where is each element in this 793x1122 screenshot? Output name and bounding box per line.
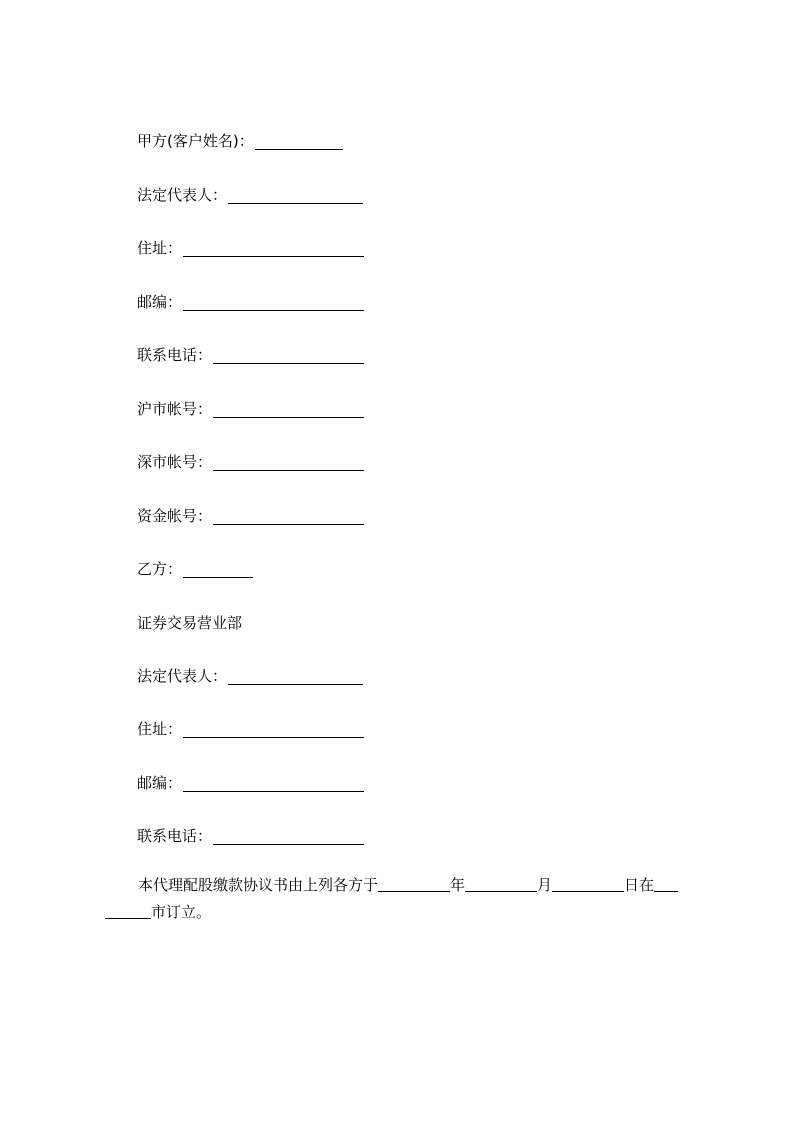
party-a-sh-account-row xyxy=(137,396,364,418)
party-a-legal-rep-label: 法定代表人： xyxy=(137,186,228,204)
party-a-name-row xyxy=(137,128,343,150)
party-a-address-blank[interactable] xyxy=(183,242,364,257)
party-b-address-blank[interactable] xyxy=(183,723,364,738)
party-a-fund-account-blank[interactable] xyxy=(213,510,364,525)
party-b-name-row xyxy=(137,556,253,578)
party-b-address-row xyxy=(137,716,364,738)
closing-line-1 xyxy=(105,872,705,899)
party-b-legal-rep-blank[interactable] xyxy=(228,670,363,685)
party-a-fund-account-row xyxy=(137,503,364,525)
party-a-postcode-blank[interactable] xyxy=(183,296,364,311)
closing-line-2 xyxy=(105,899,705,926)
party-a-address-label: 住址： xyxy=(137,239,183,257)
party-b-name-label: 乙方： xyxy=(137,560,183,578)
party-a-postcode-label: 邮编： xyxy=(137,293,183,311)
closing-month-label: 月 xyxy=(537,876,553,894)
party-b-postcode-label: 邮编： xyxy=(137,774,183,792)
party-b-address-label: 住址： xyxy=(137,720,183,738)
party-a-sz-account-label: 深市帐号： xyxy=(137,453,213,471)
party-b-phone-row xyxy=(137,823,364,845)
closing-year-label: 年 xyxy=(450,876,466,894)
day-blank[interactable] xyxy=(552,876,624,892)
party-b-phone-blank[interactable] xyxy=(213,830,364,845)
party-b-phone-label: 联系电话： xyxy=(137,827,213,845)
party-b-firm-name: 证券交易营业部 xyxy=(137,614,243,632)
party-a-postcode-row xyxy=(137,289,364,311)
city-blank-end[interactable] xyxy=(105,903,151,919)
party-a-sz-account-row xyxy=(137,449,364,471)
party-a-phone-blank[interactable] xyxy=(213,349,364,364)
party-a-phone-row xyxy=(137,342,364,364)
closing-text-start: 本代理配股缴款协议书由上列各方于 xyxy=(138,876,379,894)
party-a-sz-account-blank[interactable] xyxy=(213,456,364,471)
party-a-sh-account-blank[interactable] xyxy=(213,403,364,418)
party-a-sh-account-label: 沪市帐号： xyxy=(137,400,213,418)
closing-city-end: 市订立。 xyxy=(151,903,212,921)
party-a-phone-label: 联系电话： xyxy=(137,346,213,364)
party-a-fund-account-label: 资金帐号： xyxy=(137,507,213,525)
party-b-postcode-blank[interactable] xyxy=(183,777,364,792)
party-b-legal-rep-label: 法定代表人： xyxy=(137,667,228,685)
month-blank[interactable] xyxy=(465,876,537,892)
party-b-legal-rep-row xyxy=(137,663,363,685)
party-a-address-row xyxy=(137,235,364,257)
party-a-legal-rep-row xyxy=(137,182,363,204)
party-b-name-blank[interactable] xyxy=(183,563,253,578)
closing-day-at-label: 日在 xyxy=(624,876,655,894)
closing-paragraph xyxy=(105,872,705,926)
year-blank[interactable] xyxy=(378,876,450,892)
city-blank-start[interactable] xyxy=(654,876,678,892)
party-b-firm-row xyxy=(137,610,242,632)
party-a-name-blank[interactable] xyxy=(255,135,343,150)
party-b-postcode-row xyxy=(137,770,364,792)
party-a-legal-rep-blank[interactable] xyxy=(228,189,363,204)
party-a-name-label: 甲方(客户姓名)： xyxy=(137,132,254,150)
